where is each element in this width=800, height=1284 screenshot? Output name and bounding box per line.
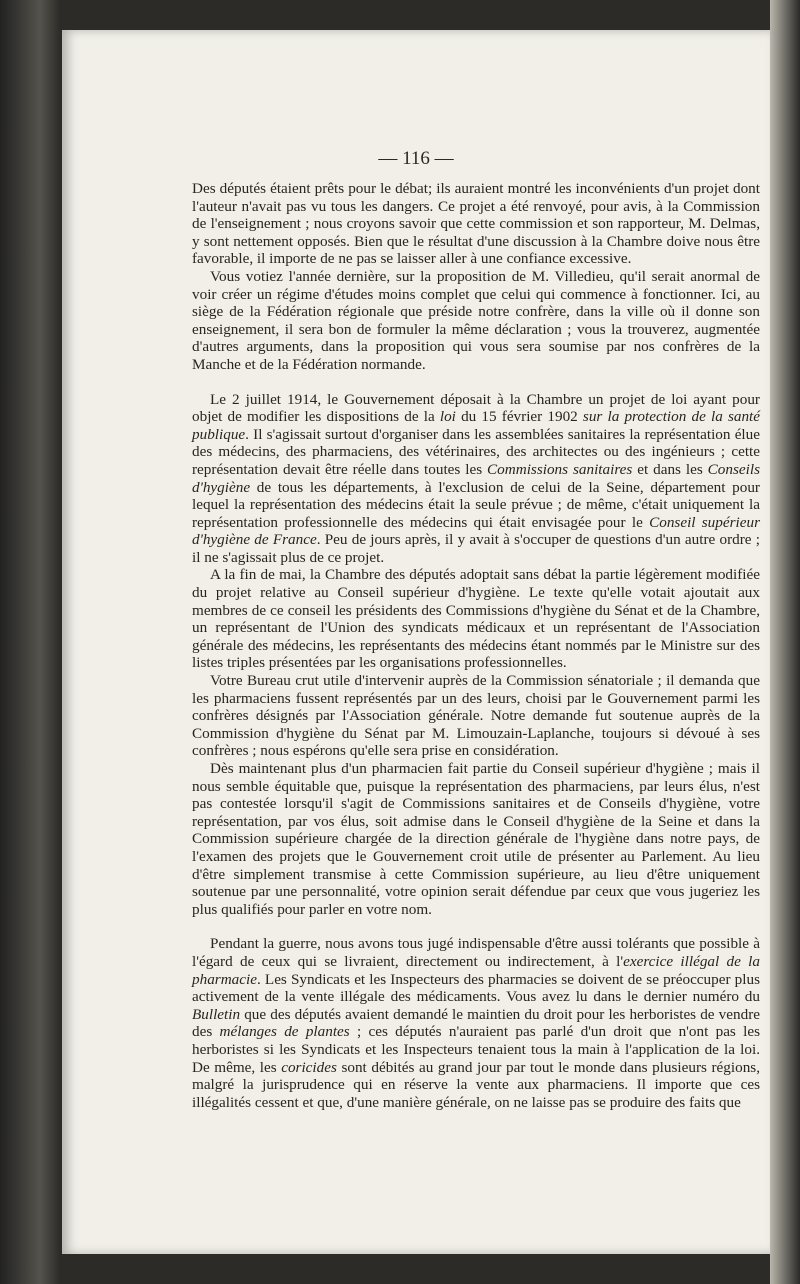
paragraph bbox=[192, 566, 760, 672]
text-run: Votre Bureau crut utile d'intervenir auprès de la Commission sénatoriale ; il demanda que les pharmaciens fussent représentés par un des leurs, choisi par le Gouvernement parmi les confrères désignés par l'Association générale. Notre demande fut soutenue auprès de la Commission d'hygiène du Sénat par M. Limouzain-Laplanche, toujours si dévoué à ses confrères ; nous espérons qu'elle sera prise en considération. bbox=[192, 672, 760, 760]
text-run: Des députés étaient prêts pour le débat; ils auraient montré les inconvénients d'un projet dont l'auteur n'avait pas vu tous les dangers. Ce projet a été renvoyé, pour avis, à la Commission de l'enseignement ; nous croyons savoir que cette commission et son rapporteur, M. Delmas, y sont nettement opposés. Bien que le résultat d'une discussion à la Chambre doive nous être favorable, il importe de ne pas se laisser aller à une confiance excessive. bbox=[192, 180, 760, 268]
text-run: . Les Syndicats et les Inspecteurs des pharmacies se doivent de se préoccuper plus activement de la vente illégale des médicaments. Vous avez lu dans le dernier numéro du bbox=[192, 970, 760, 1006]
text-run: que des députés avaient demandé le maintien du droit pour les herboristes de vendre des bbox=[192, 1005, 760, 1041]
italic-text: Conseil supérieur d'hygiène de France bbox=[192, 513, 760, 549]
text-run: Le 2 juillet 1914, le Gouvernement déposait à la Chambre un projet de loi ayant pour objet de modifier les dispositions de la bbox=[192, 390, 760, 426]
page-number: — 116 — bbox=[378, 148, 454, 169]
paragraph bbox=[192, 180, 760, 268]
text-run: sont débités au grand jour par tout le monde dans plusieurs régions, malgré la jurisprudence qui en réserve la vente aux pharmaciens. Il importe que ces illégalités cessent et que, d'une manière générale, on ne laisse pas se produire des faits que bbox=[192, 1058, 760, 1111]
italic-text: Commissions sanitaires bbox=[487, 460, 633, 478]
text-run: ; ces députés n'auraient pas parlé d'un droit que n'ont pas les herboristes si les Syndicats et les Inspecteurs tenaient tous la main à l'application de la loi. De même, les bbox=[192, 1023, 761, 1076]
document-page bbox=[62, 30, 770, 1254]
italic-text: Bulletin bbox=[192, 1005, 241, 1023]
paragraph bbox=[192, 672, 760, 760]
text-run: et dans les bbox=[632, 460, 708, 478]
italic-text: Conseils d'hygiène bbox=[192, 460, 760, 496]
text-run: A la fin de mai, la Chambre des députés adoptait sans débat la partie légèrement modifiée du projet relative au Conseil supérieur d'hygiène. Le texte qu'elle votait ajoutait aux membres de ce conseil les présidents des Commissions d'hygiène du Sénat et de la Chambre, un représentant de l'Union des syndicats médicaux et un représentant de l'Association générale des médecins, les représentants des médecins étant nommés par le Ministre sur des listes triples présentées par les organisations professionnelles. bbox=[192, 566, 760, 672]
paragraph bbox=[192, 760, 760, 918]
italic-text: coricides bbox=[281, 1058, 337, 1076]
text-run: Pendant la guerre, nous avons tous jugé indispensable d'être aussi tolérants que possible à l'égard de ceux qui se livraient, directement ou indirectement, à l' bbox=[192, 935, 760, 970]
paragraph bbox=[192, 935, 760, 1111]
italic-text: mélanges de plantes bbox=[219, 1023, 350, 1041]
page-edge bbox=[770, 0, 800, 1284]
paragraph bbox=[192, 391, 760, 567]
text-run: Vous votiez l'année dernière, sur la proposition de M. Villedieu, qu'il serait anormal de voir créer un régime d'études moins complet que celui qui commence à fonctionner. Ici, au siège de la Fédération régionale que préside notre confrère, dans la ville où il donne son enseignement, il sera bon de formuler la même déclaration ; vous la trouverez, augmentée d'autres arguments, dans la proposition qui vous sera soumise par nos confrères de la Manche et de la Fédération normande. bbox=[192, 267, 760, 373]
paragraph bbox=[192, 268, 760, 374]
body-text bbox=[192, 180, 760, 1111]
italic-text: exercice illégal de la pharmacie bbox=[192, 952, 760, 988]
italic-text: sur la protection de la santé publique bbox=[192, 408, 761, 443]
text-run: de tous les départements, à l'exclusion de celui de la Seine, département pour lequel la représentation des médecins était la seule prévue ; de même, c'était uniquement la représentation professionnelle des médecins qui était envisagée pour le bbox=[192, 478, 760, 531]
text-run: du 15 février 1902 bbox=[455, 408, 583, 426]
text-run: . Il s'agissait surtout d'organiser dans les assemblées sanitaires la représentation élue des médecins, des pharmaciens, des vétérinaires, des architectes ou des ingénieurs ; cette représentation devait être réelle dans toutes les bbox=[192, 425, 760, 478]
text-run: Dès maintenant plus d'un pharmacien fait partie du Conseil supérieur d'hygiène ; mais il nous semble équitable que, puisque la représentation des pharmaciens, par leurs élus, n'est pas contestée lorsqu'il s'agit de Commissions sanitaires et de Conseils d'hygiène, votre représentation, par vos élus, soit admise dans le Conseil d'hygiène de la Seine et dans la Commission supérieure chargée de la direction générale de l'hygiène dans notre pays, de l'examen des projets que le Gouvernement croit utile de présenter au Parlement. Au lieu d'être simplement transmise à cette Commission supérieure, au lieu d'être uniquement soutenue par une personnalité, votre opinion serait défendue par ceux que vous jugeriez les plus qualifiés pour parler en votre nom. bbox=[192, 760, 760, 918]
text-run: . Peu de jours après, il y avait à s'occuper de questions d'un autre ordre ; il ne s'agissait plus de ce projet. bbox=[192, 531, 760, 566]
italic-text: loi bbox=[439, 408, 456, 426]
